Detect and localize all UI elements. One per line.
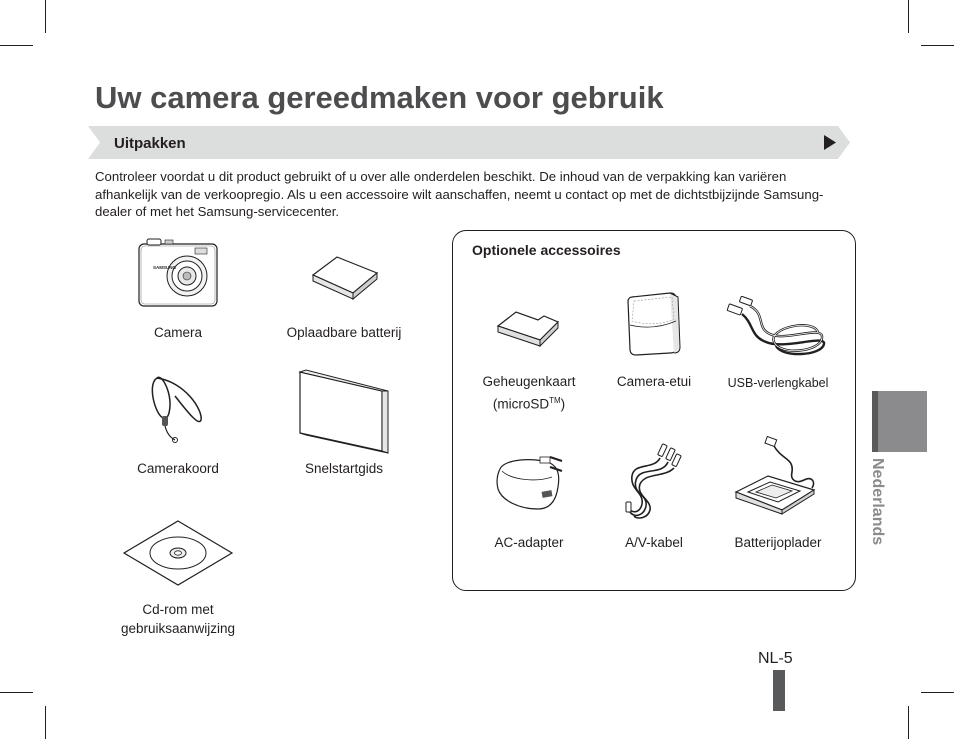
language-label-text: Nederlands [869, 458, 886, 546]
memory-card-icon [496, 310, 562, 350]
caption-camera: Camera [153, 325, 202, 340]
caption-memory-card-line2 [470, 392, 588, 414]
memory-card-line2-prefix: (microSD [492, 396, 550, 412]
camera-case-icon [626, 291, 682, 357]
caption-usb-cable: USB-verlengkabel [727, 376, 829, 390]
caption-battery: Oplaadbare batterij [286, 325, 402, 340]
caption-battery-charger: Batterijoplader [734, 535, 822, 550]
caption-ac-adapter: AC-adapter [494, 535, 564, 550]
crop-mark [908, 0, 909, 33]
booklet-icon [298, 369, 390, 455]
section-label: Uitpakken [114, 135, 186, 152]
memory-card-line2-suffix: ) [560, 396, 566, 412]
page-number: NL-5 [758, 650, 793, 667]
strap-icon [145, 374, 207, 444]
crop-mark [45, 0, 46, 33]
caption-cd-rom-line2: gebruiksaanwijzing [120, 621, 236, 636]
language-tab [872, 391, 927, 452]
cd-rom-icon [122, 519, 234, 587]
section-band [88, 126, 850, 159]
crop-mark [0, 45, 33, 46]
language-tab-strip [872, 391, 878, 452]
caption-camera-case: Camera-etui [616, 374, 692, 389]
caption-strap: Camerakoord [137, 461, 219, 476]
language-label [866, 458, 886, 548]
optional-accessories-title: Optionele accessoires [472, 242, 621, 258]
ac-adapter-icon [494, 455, 566, 511]
crop-mark [0, 692, 33, 693]
caption-av-cable: A/V-kabel [625, 535, 683, 550]
page-title: Uw camera gereedmaken voor gebruik [95, 80, 664, 115]
av-cable-icon [624, 442, 682, 520]
crop-mark [908, 706, 909, 739]
battery-charger-icon [734, 436, 820, 516]
caption-memory-card-line1: Geheugenkaart [482, 374, 576, 389]
camera-icon [135, 236, 221, 310]
memory-card-tm: TM [549, 396, 561, 405]
page-number-bar [773, 670, 785, 711]
usb-cable-icon [726, 294, 828, 360]
caption-cd-rom-line1: Cd-rom met [142, 602, 214, 617]
crop-mark [45, 706, 46, 739]
camera-brand-text: SAMSUNG [153, 265, 177, 270]
caption-booklet: Snelstartgids [304, 461, 384, 476]
crop-mark [921, 692, 954, 693]
crop-mark [921, 45, 954, 46]
battery-icon [311, 255, 379, 301]
intro-text: Controleer voordat u dit product gebruikt of u over alle onderdelen beschikt. De inhoud van de verpakking kan variëren afhankelijk van de verkoopregio. Als u een accessoire wilt aanschaffen, neemt u contact op met de dichtstbijzijnde Samsung-dealer of met het Samsung-servicecenter. [95, 169, 824, 219]
